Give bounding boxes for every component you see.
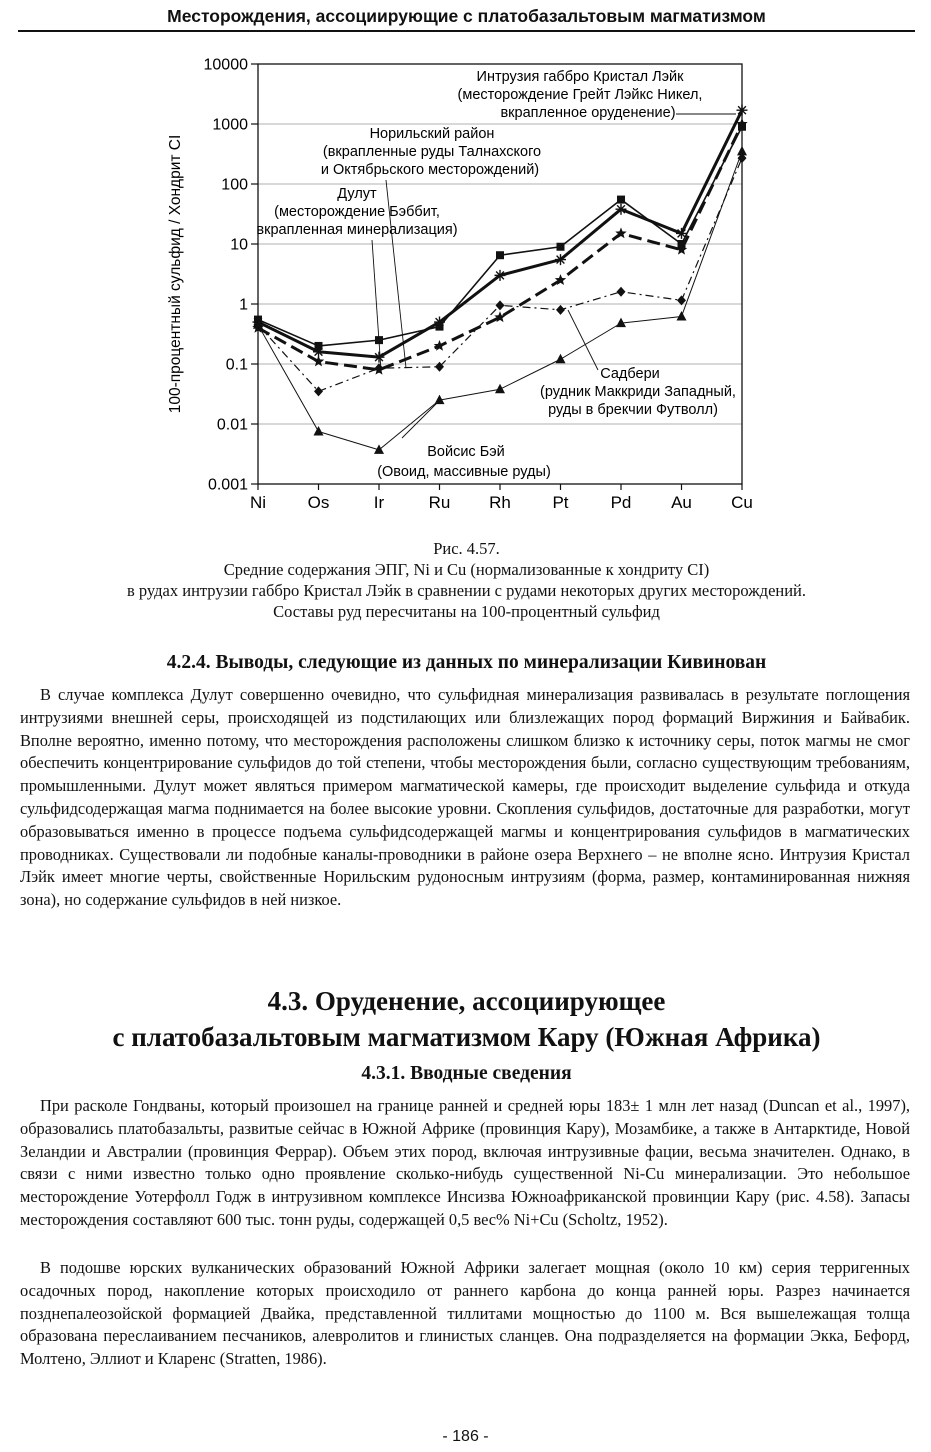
page-number: - 186 - xyxy=(442,1428,489,1445)
x-tick-label: Pt xyxy=(552,493,569,512)
diamond-marker xyxy=(556,305,565,315)
x-tick-label: Ru xyxy=(428,493,451,512)
square-marker xyxy=(557,243,565,251)
y-axis-label: 100-процентный сульфид / Хондрит CI xyxy=(167,134,184,414)
label-voiseys-bay-line-2: (Овоид, массивные руды) xyxy=(377,464,551,480)
label-crystal-lake-line-1: Интрузия габбро Кристал Лэйк xyxy=(476,69,684,85)
y-tick-label: 0.1 xyxy=(225,356,248,374)
triangle-marker xyxy=(314,426,324,436)
x-tick-label: Au xyxy=(671,493,692,512)
diamond-marker xyxy=(617,287,626,297)
triangle-marker xyxy=(677,311,687,321)
label-voiseys-bay xyxy=(377,400,551,480)
asterisk-marker xyxy=(495,270,506,281)
label-sudbury-line-3: руды в брекчии Футволл) xyxy=(548,402,718,418)
section-4-2-4-heading: 4.2.4. Выводы, следующие из данных по минерализации Кивинован xyxy=(166,652,767,673)
x-tick-label: Cu xyxy=(731,493,753,512)
section-4-3-heading-line-2: с платобазальтовым магматизмом Кару (Южная Африка) xyxy=(112,1022,821,1052)
label-voiseys-bay-line-1: Войсис Бэй xyxy=(427,444,505,460)
label-norilsk-line-1: Норильский район xyxy=(369,126,495,142)
label-duluth-line-3: вкрапленная минерализация) xyxy=(256,222,458,238)
y-tick-label: 0.001 xyxy=(207,476,248,494)
triangle-marker xyxy=(556,354,566,364)
x-tick-label: Pd xyxy=(610,493,632,512)
series-line xyxy=(258,124,742,370)
leader-voiseys-bay xyxy=(402,400,440,438)
label-sudbury-line-2: (рудник Маккриди Западный, xyxy=(540,384,736,400)
y-tick-label: 10000 xyxy=(203,56,248,74)
x-tick-label: Os xyxy=(307,493,330,512)
label-norilsk-line-3: и Октябрьского месторождений) xyxy=(320,162,540,178)
x-tick-label: Ni xyxy=(249,493,267,512)
square-marker xyxy=(436,323,444,331)
label-norilsk-line-2: (вкрапленные руды Талнахского xyxy=(322,144,542,160)
square-marker xyxy=(315,342,323,350)
star-marker xyxy=(434,340,445,351)
star-marker xyxy=(313,356,324,367)
caption-line-3: Составы руд пересчитаны на 100-процентный сульфид xyxy=(273,602,660,621)
label-duluth-line-2: (месторождение Бэббит, xyxy=(274,204,440,220)
label-sudbury-line-1: Садбери xyxy=(600,366,660,382)
y-tick-label: 10 xyxy=(230,236,248,254)
label-duluth-line-1: Дулут xyxy=(337,186,377,202)
caption-line-1: Средние содержания ЭПГ, Ni и Cu (нормализованные к хондриту CI) xyxy=(223,560,710,579)
diamond-marker xyxy=(496,300,505,310)
figure-caption xyxy=(18,538,915,622)
asterisk-marker xyxy=(555,254,566,265)
section-4-3-1-paragraph-1: При расколе Гондваны, который произошел на границе ранней и средней юры 183± 1 млн лет назад (Duncan et al., 1997), образовались платобазальты, развитые сейчас в Южной Африке (провинция Кару), Мозамбике, а также в Антарктиде, Новой Зеландии и Австралии (провинция Феррар). Объем этих пород, включая интрузивные фации, весьма значителен. Однако, в связи с ними известно только одно проявление сколько-нибудь существенной Ni-Cu минерализации. Это небольшое месторождение Уотерфолл Годж в интрузивном комплексе Инсизва Южноафриканской провинции Кару (рис. 4.58). Запасы месторождения составляют 600 тыс. тонн руды, содержащей 0,5 вес% Ni+Cu (Scholtz, 1952). xyxy=(20,1096,910,1229)
x-tick-label: Rh xyxy=(489,493,511,512)
label-crystal-lake-line-2: (месторождение Грейт Лэйкс Никел, xyxy=(457,87,703,103)
running-head: Месторождения, ассоциирующие с платобазальтовым магматизмом xyxy=(18,4,915,32)
section-4-3-1-heading: 4.3.1. Вводные сведения xyxy=(361,1063,572,1084)
caption-line-2: в рудах интрузии габбро Кристал Лэйк в сравнении с рудами некоторых других месторождений. xyxy=(126,581,807,600)
y-tick-label: 100 xyxy=(221,176,248,194)
square-marker xyxy=(617,196,625,204)
y-tick-label: 1000 xyxy=(212,116,248,134)
x-axis xyxy=(250,484,753,512)
label-crystal-lake-line-3: вкрапленное оруденение) xyxy=(500,105,676,121)
triangle-marker xyxy=(737,146,747,156)
x-tick-label: Ir xyxy=(373,493,385,512)
y-tick-label: 1 xyxy=(239,296,248,314)
diamond-marker xyxy=(375,363,384,373)
leader-duluth xyxy=(372,240,381,370)
section-4-3-heading-line-1: 4.3. Оруденение, ассоциирующее xyxy=(267,986,666,1016)
figure-chart xyxy=(150,48,780,526)
label-crystal-lake xyxy=(458,69,736,121)
asterisk-marker xyxy=(737,105,748,116)
y-tick-label: 0.01 xyxy=(216,416,248,434)
section-4-3-1-paragraph-2: В подошве юрских вулканических образований Южной Африки залегает мощная (около 10 км) серия терригенных осадочных пород, накопление которых происходило от раннего карбона до конца ранней юры. Разрез начинается позднепалеозойской формацией Двайка, представленной тиллитами мощностью до 1100 м. Вся вышележащая толща образована переслаиванием песчаников, алевролитов и глинистых сланцев. Она подразделяется на формации Экка, Бефорд, Молтено, Эллиот и Кларенс (Stratten, 1986). xyxy=(20,1258,910,1369)
asterisk-marker xyxy=(616,204,627,215)
triangle-marker xyxy=(495,384,505,394)
figure-number: Рис. 4.57. xyxy=(433,539,500,558)
square-marker xyxy=(496,251,504,259)
label-norilsk xyxy=(321,126,541,368)
y-axis xyxy=(204,57,259,494)
section-4-2-4-paragraph: В случае комплекса Дулут совершенно очевидно, что сульфидная минерализация развивалась в результате поглощения интрузиями внешней серы, происходящей из подстилающих или близлежащих пород формаций Виржиния и Байвабик. Вполне вероятно, именно потому, что месторождения расположены слишком близко к источнику серы, поток магмы не смог обеспечить концентрирование сульфидов до той степени, чтобы месторождения были, согласно существующим требованиям, промышленными. Дулут может являться примером магматической камеры, где происходит выделение сульфида и откуда сульфидсодержащая магма поднимается на более высокие уровни. Скопления сульфидов, достаточные для разработки, могут образовываться именно в процессе подъема сульфидсодержащей магмы и концентрирования сульфидов в магматических проводниках. Существовали ли подобные каналы-проводники в районе озера Верхнего – не вполне ясно. Интрузия Кристал Лэйк имеет многие черты, свойственные Норильским рудоносным интрузиям (форма, размер, контаминированная нижняя зона), но содержание сульфидов в ней низкое. xyxy=(20,685,910,910)
asterisk-marker xyxy=(374,352,385,363)
